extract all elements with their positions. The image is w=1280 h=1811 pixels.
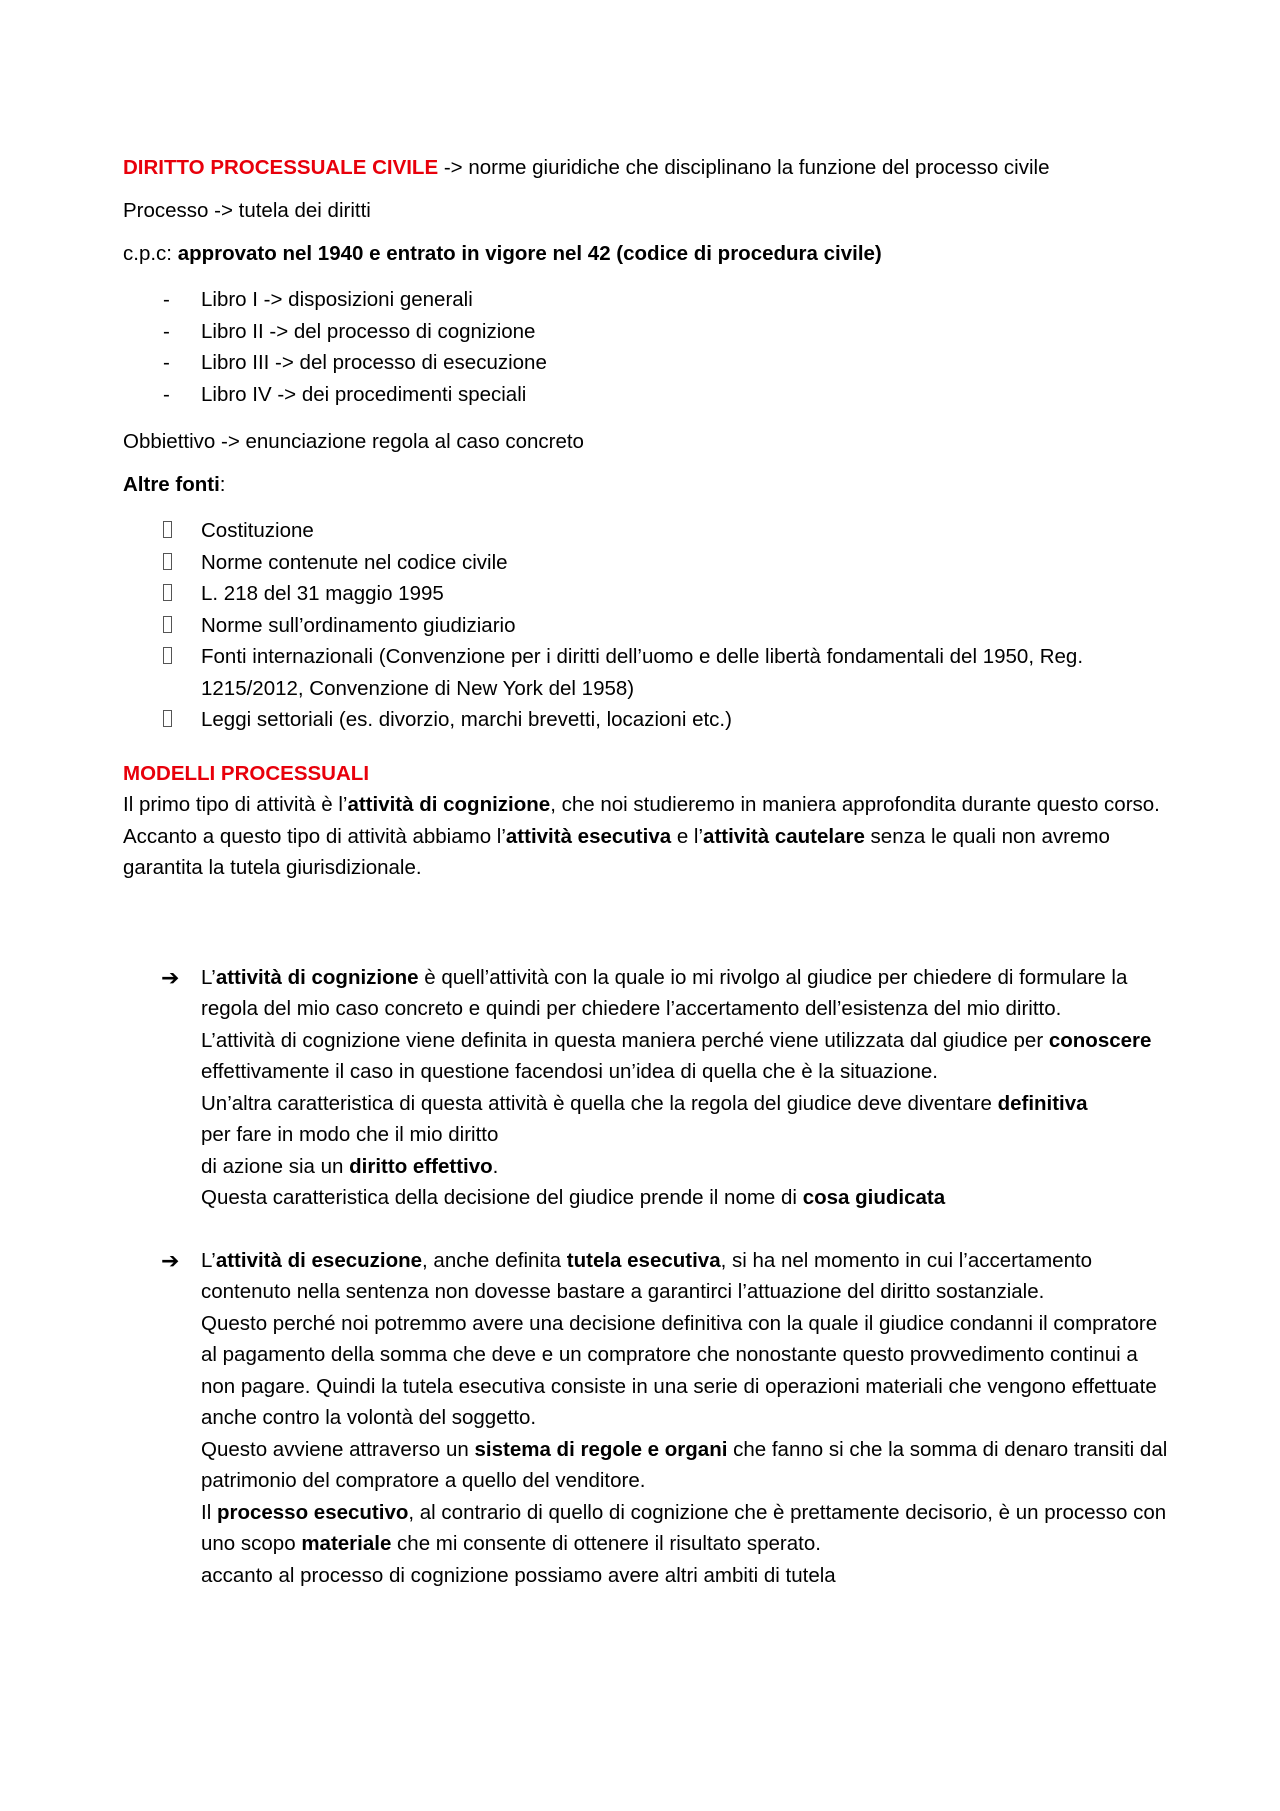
text-run: di azione sia un	[201, 1154, 350, 1178]
text-run: , anche definita	[422, 1248, 567, 1272]
dash-marker: -	[163, 351, 170, 374]
text-run: , al contrario di quello di cognizione che è prettamente decisorio, è un processo con uno scopo	[201, 1500, 1167, 1555]
list-item	[123, 316, 1173, 348]
bold-run: attività esecutiva	[505, 824, 672, 848]
processo-line: Processo -> tutela dei diritti	[123, 199, 371, 222]
esecuzione-line	[201, 1245, 1173, 1308]
list-item-text: Norme sull’ordinamento giudiziario	[201, 613, 516, 637]
esecuzione-item	[123, 1245, 1173, 1592]
cognizione-line	[201, 1025, 1173, 1088]
cognizione-line	[201, 1088, 1173, 1120]
bold-run: sistema di regole e organi	[474, 1437, 728, 1461]
cpc-prefix: c.p.c:	[123, 242, 178, 265]
list-item	[123, 515, 1173, 547]
list-item-text: L. 218 del 31 maggio 1995	[201, 582, 444, 605]
list-item	[123, 641, 1173, 704]
dash-marker: -	[163, 319, 170, 343]
title-line	[123, 155, 1173, 181]
title-red: DIRITTO PROCESSUALE CIVILE	[123, 156, 439, 179]
bold-run: definitiva	[997, 1091, 1088, 1115]
bold-run: materiale	[301, 1532, 392, 1555]
altre-fonti-colon: :	[219, 473, 226, 496]
bold-run: conoscere	[1048, 1028, 1152, 1052]
text-run: , si ha nel momento in cui l’accertamento contenuto nella sentenza non dovesse bastare a garantirci l’attuazione del diritto sostanziale.	[201, 1248, 1093, 1303]
text-run: Questo avviene attraverso un	[201, 1437, 475, 1461]
document-body	[123, 155, 1173, 1591]
list-item-text: Libro II -> del processo di cognizione	[201, 319, 536, 343]
list-item	[123, 704, 1173, 736]
list-item	[123, 610, 1173, 642]
dash-marker: -	[163, 288, 170, 311]
text-run: effettivamente il caso in questione facendosi un’idea di quella che è la situazione.	[201, 1060, 938, 1083]
missing-glyph-bullet-icon	[163, 578, 183, 610]
cognizione-line	[201, 1182, 1173, 1214]
text-run: e l’	[671, 824, 704, 848]
bold-run: diritto effettivo	[349, 1154, 493, 1178]
text-run: Il	[201, 1500, 217, 1524]
altre-fonti-bold: Altre fonti	[123, 473, 220, 496]
list-item-text: Libro I -> disposizioni generali	[201, 288, 473, 311]
fonti-list	[123, 515, 1173, 736]
missing-glyph-bullet-icon	[163, 641, 183, 673]
text-run: per fare in modo che il mio diritto	[201, 1123, 499, 1146]
missing-glyph-bullet-icon	[163, 515, 183, 547]
text-run: Questa caratteristica della decisione del giudice prende il nome di	[201, 1186, 803, 1209]
text-run: Un’altra caratteristica di questa attività è quella che la regola del giudice deve diventare	[201, 1091, 998, 1115]
modelli-heading: MODELLI PROCESSUALI	[123, 761, 370, 785]
text-run: che fanno si che la somma di denaro transiti dal patrimonio del compratore a quello del venditore.	[201, 1437, 1168, 1492]
list-item	[123, 347, 1173, 379]
cognizione-line	[201, 962, 1173, 1025]
cognizione-item	[123, 962, 1173, 1214]
arrow-right-icon: ➔	[161, 1247, 180, 1273]
list-item-text: Leggi settoriali (es. divorzio, marchi brevetti, locazioni etc.)	[201, 708, 732, 731]
bold-run: attività di cognizione	[215, 965, 419, 989]
libri-list	[123, 284, 1173, 410]
modelli-paragraph	[123, 789, 1173, 884]
esecuzione-line	[201, 1497, 1173, 1560]
list-item-text: Libro III -> del processo di esecuzione	[201, 351, 547, 374]
list-item	[123, 547, 1173, 579]
cognizione-line	[201, 1119, 1173, 1151]
text-run: Il primo tipo di attività è l’	[123, 793, 348, 816]
text-run: L’	[201, 1248, 216, 1272]
bold-run: processo esecutivo	[216, 1500, 409, 1524]
title-rest: -> norme giuridiche che disciplinano la funzione del processo civile	[438, 156, 1050, 179]
list-item	[123, 578, 1173, 610]
missing-glyph-bullet-icon	[163, 704, 183, 736]
text-run: L’	[201, 965, 216, 989]
missing-glyph-bullet-icon	[163, 610, 183, 642]
arrow-right-icon: ➔	[161, 964, 180, 990]
text-run: che mi consente di ottenere il risultato sperato.	[391, 1532, 821, 1555]
cpc-bold: approvato nel 1940 e entrato in vigore nel 42 (codice di procedura civile)	[177, 242, 882, 265]
bold-run: attività di cognizione	[347, 793, 551, 816]
missing-glyph-bullet-icon	[163, 547, 183, 579]
list-item	[123, 284, 1173, 316]
list-item	[123, 379, 1173, 411]
text-run: .	[492, 1154, 499, 1178]
cognizione-line	[201, 1151, 1173, 1183]
list-item-text: Libro IV -> dei procedimenti speciali	[201, 382, 527, 406]
text-run: , che noi studieremo in maniera approfondita durante questo corso. Accanto a questo tipo di attività abbiamo l’	[123, 793, 1160, 848]
text-run: senza le quali non avremo garantita la tutela giurisdizionale.	[123, 824, 1110, 879]
altre-fonti-heading	[123, 472, 1173, 498]
list-item-text: Norme contenute nel codice civile	[201, 550, 508, 574]
list-item-text: Fonti internazionali (Convenzione per i diritti dell’uomo e delle libertà fondamentali del 1950, Reg. 1215/2012, Convenzione di New York del 1958)	[201, 645, 1084, 700]
esecuzione-line	[201, 1434, 1173, 1497]
list-item-text: Costituzione	[201, 519, 314, 542]
bold-run: attività cautelare	[703, 824, 865, 848]
bold-run: cosa giudicata	[802, 1186, 946, 1209]
esecuzione-line: accanto al processo di cognizione possiamo avere altri ambiti di tutela	[201, 1563, 836, 1587]
cpc-line	[123, 241, 1173, 267]
bold-run: attività di esecuzione	[215, 1248, 423, 1272]
dash-marker: -	[163, 382, 170, 406]
text-run: è quell’attività con la quale io mi rivolgo al giudice per chiedere di formulare la regola del mio caso concreto e quindi per chiedere l’accertamento dell’esistenza del mio diritto.	[201, 965, 1128, 1020]
bold-run: tutela esecutiva	[566, 1248, 721, 1272]
esecuzione-line: Questo perché noi potremmo avere una decisione definitiva con la quale il giudice condanni il compratore al pagamento della somma che deve e un compratore che nonostante questo provvedimento continui a non pagare. Quindi la tutela esecutiva consiste in una serie di operazioni materiali che vengono effettuate anche contro la volontà del soggetto.	[201, 1311, 1158, 1429]
text-run: L’attività di cognizione viene definita in questa maniera perché viene utilizzata dal giudice per	[201, 1028, 1049, 1052]
obbiettivo-line: Obbiettivo -> enunciazione regola al caso concreto	[123, 430, 584, 453]
